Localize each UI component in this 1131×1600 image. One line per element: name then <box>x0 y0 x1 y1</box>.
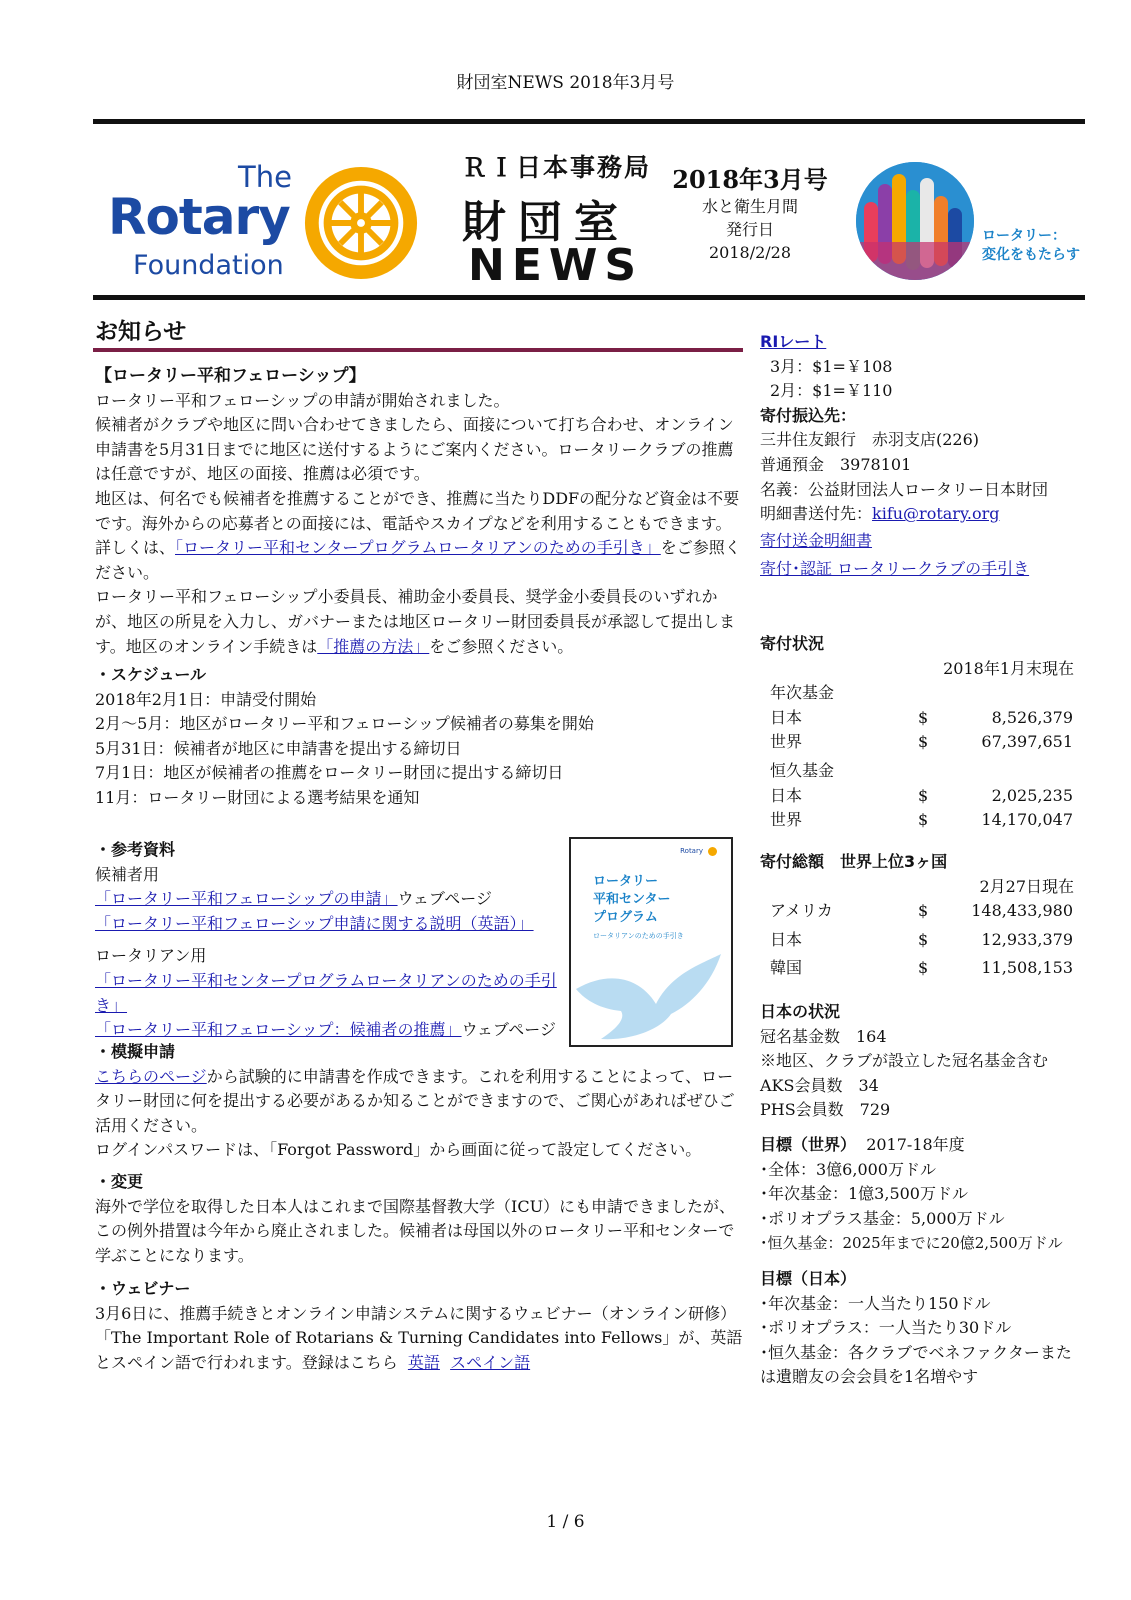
booklet-line-2: 平和センター <box>593 892 671 907</box>
row-currency: $ <box>918 732 929 752</box>
reference-r2-suffix: ウェブページ <box>461 1020 556 1040</box>
article-p3-text: 地区は、何名でも候補者を推薦することができ、推薦に当たりDDFの配分など資金は不要です。海外からの応募者との面接には、電話やスカイプなどを利用することもできます。詳しくは、 <box>95 488 740 558</box>
goal-item: ･全体：3億6,000万ドル <box>760 1159 936 1179</box>
mock-application-section <box>95 1040 745 1163</box>
rotary-wheel-icon <box>302 164 420 282</box>
article-heading: 【ロータリー平和フェローシップ】 <box>95 366 366 386</box>
goal-world-year: 2017-18年度 <box>866 1135 965 1154</box>
row-amount: 2,025,235 <box>991 785 1073 805</box>
row-name: 日本 <box>770 929 803 949</box>
row-amount: 67,397,651 <box>981 732 1073 752</box>
row-currency: $ <box>918 785 929 805</box>
ri-rate-link[interactable]: RIレート <box>760 332 827 351</box>
club-guide-link[interactable]: 寄付･認証 ロータリークラブの手引き <box>760 559 1030 579</box>
theme-line-2: 変化をもたらす <box>982 247 1080 263</box>
webinar-section <box>95 1277 745 1375</box>
webinar-heading: ・ウェビナー <box>95 1279 191 1298</box>
schedule-item: 2018年2月1日：申請受付開始 <box>95 689 317 709</box>
webinar-english-link[interactable]: 英語 <box>407 1352 440 1372</box>
logo-the: The <box>238 160 292 194</box>
booklet-brand: Rotary <box>680 847 703 855</box>
theme-text <box>982 227 1080 265</box>
article-p3-suffix: をご参照ください。 <box>95 538 741 582</box>
running-header: 財団室NEWS 2018年3月号 <box>456 73 675 93</box>
phs-members: PHS会員数 729 <box>760 1100 891 1120</box>
reference-r1 <box>95 969 565 1018</box>
transfer-heading: 寄付振込先： <box>760 405 857 425</box>
row-currency: $ <box>918 901 929 921</box>
japan-heading: 日本の状況 <box>760 1002 841 1021</box>
row-name: アメリカ <box>770 901 833 921</box>
row-amount: 14,170,047 <box>981 810 1073 830</box>
reference-c1-suffix: ウェブページ <box>397 889 492 909</box>
top3-row <box>760 899 1090 924</box>
article-p2: 候補者がクラブや地区に問い合わせてきましたら、面接について打ち合わせ、オンライン申請書を5月31日までに地区に送付するようにご案内ください。ロータリークラブの推薦は任意ですが、地区の面接、推薦は必須です。 <box>95 415 734 484</box>
mock-page-link[interactable]: こちらのページ <box>95 1066 207 1086</box>
masthead-bottom-rule <box>93 295 1085 300</box>
month-theme: 水と衛生月間 <box>701 197 798 216</box>
status-asof: 2018年1月末現在 <box>943 658 1074 678</box>
goal-item: ･恒久基金：各クラブでベネファクターまたは遺贈友の会会員を1名増やす <box>760 1342 1072 1387</box>
aks-members: AKS会員数 34 <box>760 1075 879 1095</box>
change-section <box>95 1170 745 1268</box>
handbook-cover[interactable] <box>569 837 733 1047</box>
row-name: 日本 <box>770 707 803 727</box>
mock-heading: ・模擬申請 <box>95 1042 176 1061</box>
newsletter-news: NEWS <box>468 240 644 291</box>
logo-rotary: Rotary <box>108 188 290 246</box>
schedule-section <box>95 663 745 811</box>
issue-title: 2018年3月号 <box>672 165 828 194</box>
reference-c1 <box>95 887 565 912</box>
webinar-spanish-link[interactable]: スペイン語 <box>450 1352 531 1372</box>
article-peace-fellowship <box>95 364 745 659</box>
goals-world <box>760 1133 1090 1256</box>
statement-email-link[interactable]: kifu@rotary.org <box>872 504 1000 524</box>
schedule-item: 11月：ロータリー財団による選考結果を通知 <box>95 787 420 807</box>
webinar-text <box>95 1302 745 1376</box>
change-text: 海外で学位を取得した日本人はこれまで国際基督教大学（ICU）にも申請できましたが、この例外措置は今年から廃止されました。候補者は母国以外のロータリー平和センターで学ぶことになります。 <box>95 1196 736 1265</box>
article-p4 <box>95 585 745 659</box>
row-amount: 8,526,379 <box>991 707 1073 727</box>
annual-fund-label: 年次基金 <box>770 683 835 703</box>
schedule-item: 5月31日：候補者が地区に申請書を提出する締切日 <box>95 738 462 758</box>
status-heading: 寄付状況 <box>760 634 825 653</box>
page-number: 1 / 6 <box>546 1512 585 1532</box>
account-holder: 名義：公益財団法人ロータリー日本財団 <box>760 479 1049 499</box>
published-label: 発行日 <box>725 220 774 239</box>
office-name: ＲＩ日本事務局 <box>462 153 652 182</box>
published-date: 2018/2/28 <box>708 243 792 262</box>
row-name: 韓国 <box>770 958 803 978</box>
row-amount: 11,508,153 <box>981 958 1073 978</box>
bank-name: 三井住友銀行 赤羽支店(226) <box>760 430 980 450</box>
references-rotarians-label: ロータリアン用 <box>95 946 207 966</box>
row-amount: 12,933,379 <box>981 929 1073 949</box>
article-p4-text: ロータリー平和フェローシップ小委員長、補助金小委員長、奨学金小委員長のいずれかが、地区の所見を入力し、ガバナーまたは地区ロータリー財団委員長が承認して提出します。地区のオンライン手続きは <box>95 587 736 656</box>
donation-status <box>760 632 1090 833</box>
mock-login: ログインパスワードは、「Forgot Password」から画面に従って設定してください。 <box>95 1140 702 1160</box>
goal-item: ･ポリオプラス基金：5,000万ドル <box>760 1208 1005 1228</box>
top3-row <box>760 928 1090 953</box>
section-title: お知らせ <box>95 319 187 345</box>
rate-february: 2月：$1=￥110 <box>770 381 893 401</box>
newsletter-title: 財団室 <box>462 197 630 248</box>
goals-japan <box>760 1267 1075 1390</box>
goal-item: ･ポリオプラス：一人当たり30ドル <box>760 1318 1012 1338</box>
references-heading: ・参考資料 <box>95 840 176 859</box>
statement-form-link[interactable]: 寄付送金明細書 <box>760 530 873 550</box>
booklet-line-1: ロータリー <box>593 874 659 889</box>
sidebar-rates <box>760 330 1090 582</box>
row-currency: $ <box>918 958 929 978</box>
booklet-title <box>593 873 684 945</box>
endow-row-world <box>760 808 1090 833</box>
reference-c2-link[interactable]: 「ロータリー平和フェローシップ申請に関する説明（英語）」 <box>95 913 534 933</box>
named-funds: 冠名基金数 164 <box>760 1026 887 1046</box>
rate-march: 3月：$1=￥108 <box>770 356 893 376</box>
article-p4-suffix: をご参照ください。 <box>429 636 574 656</box>
mock-body: から試験的に申請書を作成できます。これを利用することによって、ロータリー財団に何を提出する必要があるか知ることができますので、ご関心があればぜひご活用ください。 <box>95 1066 735 1135</box>
annual-row-japan <box>760 706 1090 731</box>
goal-world-heading: 目標（世界） <box>760 1135 857 1154</box>
reference-r1-link[interactable]: 「ロータリー平和センタープログラムロータリアンのための手引き」 <box>95 970 557 1015</box>
booklet-wheel-icon <box>708 847 717 856</box>
change-heading: ・変更 <box>95 1172 144 1191</box>
statement-label: 明細書送付先： <box>760 504 873 524</box>
references-candidates-label: 候補者用 <box>95 864 160 884</box>
section-rule <box>93 348 743 352</box>
nomination-method-link[interactable]: 「推薦の方法」 <box>317 636 430 656</box>
handbook-link[interactable]: 「ロータリー平和センタープログラムロータリアンのための手引き」 <box>175 538 661 558</box>
booklet-subtitle: ロータリアンのための手引き <box>593 932 684 940</box>
annual-row-world <box>760 730 1090 755</box>
goal-japan-heading: 目標（日本） <box>760 1269 857 1288</box>
reference-c2 <box>95 912 565 937</box>
japan-status <box>760 1000 1090 1123</box>
theme-line-1: ロータリー： <box>982 228 1066 244</box>
theme-mosaic-icon <box>856 162 974 280</box>
booklet-line-3: プログラム <box>593 910 658 925</box>
endow-row-japan <box>760 784 1090 809</box>
mock-text <box>95 1065 745 1139</box>
row-currency: $ <box>918 810 929 830</box>
schedule-item: 7月1日：地区が候補者の推薦をロータリー財団に提出する締切日 <box>95 763 564 783</box>
dove-icon <box>571 949 731 1045</box>
reference-r2-link[interactable]: 「ロータリー平和フェローシップ：候補者の推薦」 <box>95 1020 462 1040</box>
article-p1: ロータリー平和フェローシップの申請が開始されました。 <box>95 390 510 410</box>
row-currency: $ <box>918 707 929 727</box>
named-funds-note: ※地区、クラブが設立した冠名基金含む <box>760 1051 1049 1071</box>
schedule-heading: ・スケジュール <box>95 665 207 684</box>
references-section <box>95 838 565 1043</box>
row-amount: 148,433,980 <box>971 901 1073 921</box>
reference-c1-link[interactable]: 「ロータリー平和フェローシップの申請」 <box>95 889 398 909</box>
endowment-label: 恒久基金 <box>770 760 835 780</box>
logo-foundation: Foundation <box>133 250 284 281</box>
top3-asof: 2月27日現在 <box>979 876 1074 896</box>
top3-countries <box>760 850 1090 981</box>
goal-item: ･年次基金：1億3,500万ドル <box>760 1184 968 1204</box>
goal-item: ･恒久基金：2025年までに20億2,500万ドル <box>760 1234 1063 1253</box>
row-name: 世界 <box>770 732 803 752</box>
schedule-item: 2月～5月：地区がロータリー平和フェローシップ候補者の募集を開始 <box>95 714 594 734</box>
bank-account: 普通預金 3978101 <box>760 454 912 474</box>
issue-info <box>660 160 840 264</box>
masthead-top-rule <box>93 119 1085 124</box>
webinar-body: 3月6日に、推薦手続きとオンライン申請システムに関するウェビナー（オンライン研修）「The Important Role of Rotarians & Turning Candidates into Fellows」が、英語とスペイン語で行われます。登録はこちら <box>95 1303 743 1372</box>
top3-heading: 寄付総額 世界上位3ヶ国 <box>760 852 948 871</box>
article-p3 <box>95 487 745 585</box>
top3-row <box>760 956 1090 981</box>
row-name: 世界 <box>770 810 803 830</box>
goal-item: ･年次基金：一人当たり150ドル <box>760 1293 991 1313</box>
statement-destination <box>760 502 1090 527</box>
goal-world-title <box>760 1133 1090 1158</box>
row-currency: $ <box>918 929 929 949</box>
row-name: 日本 <box>770 785 803 805</box>
